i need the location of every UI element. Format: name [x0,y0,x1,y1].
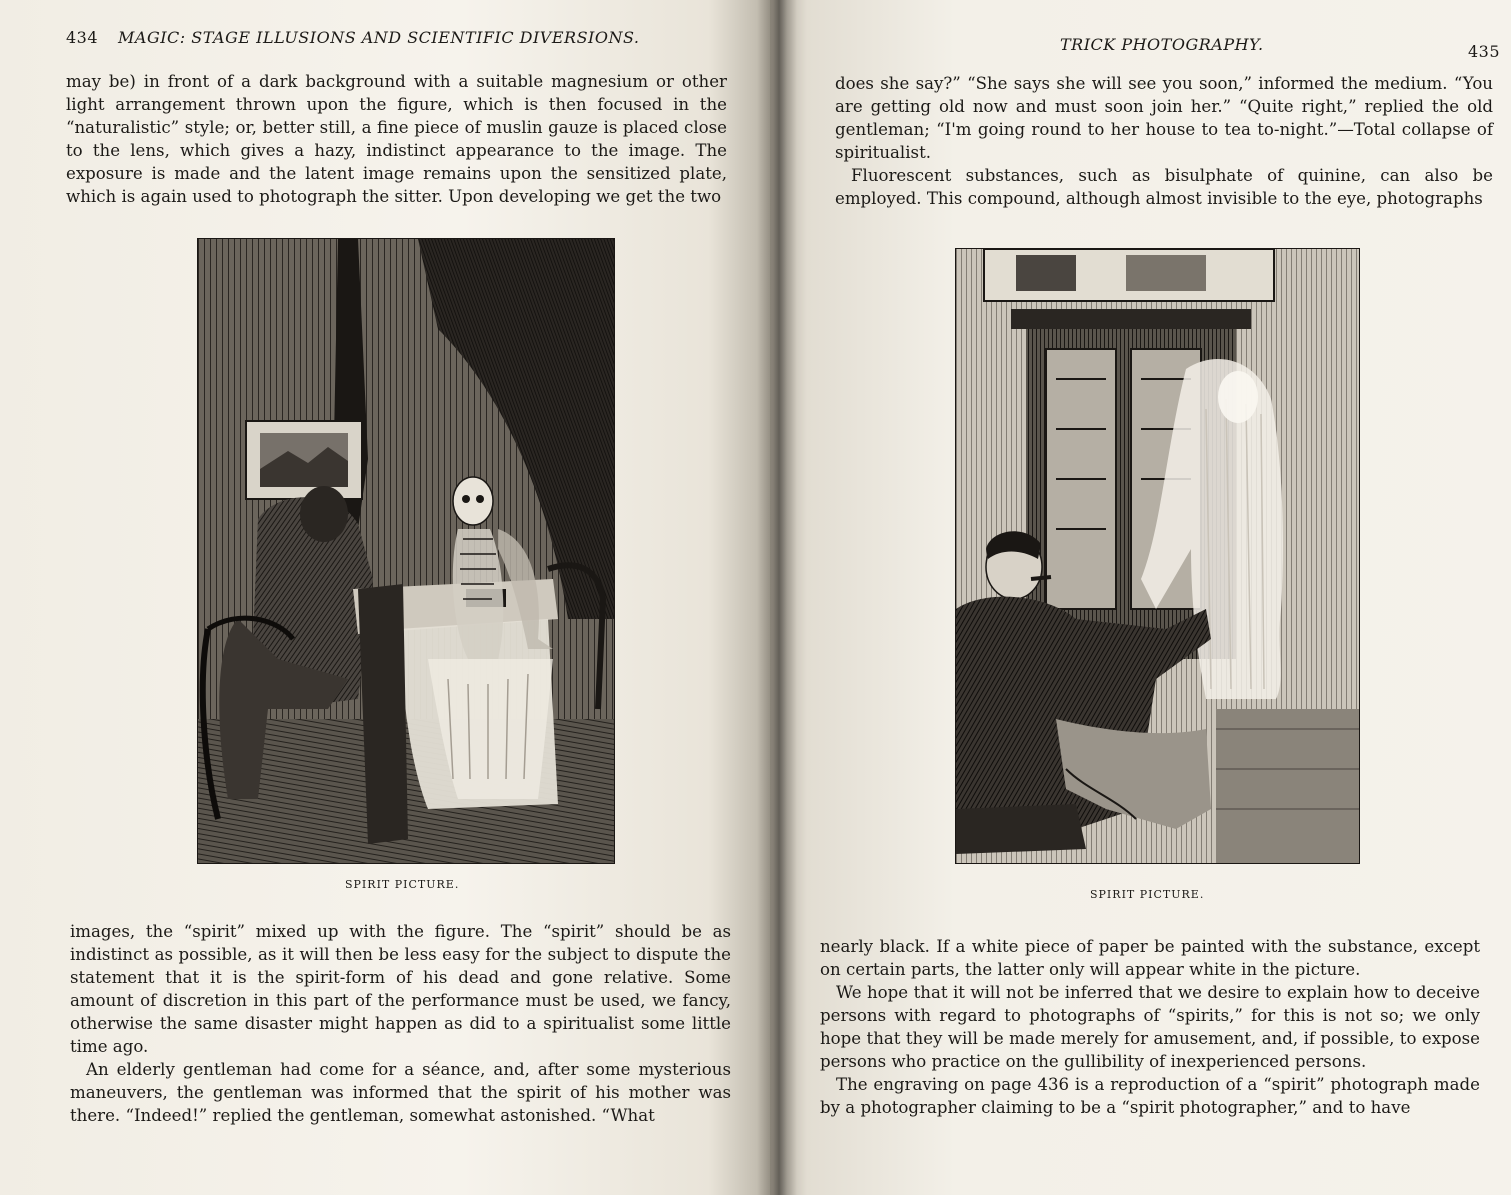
body-text-bottom [70,920,731,1127]
paragraph: We hope that it will not be inferred that we desire to explain how to deceive persons with regard to photographs of “spirits,” for this is not so; we only hope that they will be made merely for amusement, and, if possible, to expose persons who practice on the gullibility of inexperienced persons. [820,983,1480,1071]
paragraph: An elderly gentleman had come for a séance, and, after some mysterious maneuvers, the gentleman was informed that the spirit of his mother was there. “Indeed!” replied the gentleman, somewhat astonished. “What [70,1060,731,1125]
paragraph: The engraving on page 436 is a reproduction of a “spirit” photograph made by a photographer claiming to be a “spirit photographer,” and to have [820,1075,1480,1117]
paragraph: Fluorescent substances, such as bisulphate of quinine, can also be employed. This compound, although almost invisible to the eye, photographs [835,166,1493,208]
body-text-bottom [820,935,1480,1119]
paragraph: does she say?” “She says she will see you soon,” informed the medium. “You are getting old now and must soon join her.” “Quite right,” replied the old gentleman; “I'm going round to her house to tea to-night.”—Total collapse of spiritualist. [835,74,1493,162]
paragraph: images, the “spirit” mixed up with the figure. The “spirit” should be as indistinct as possible, as it will then be less easy for the subject to dispute the statement that it is the spirit-form of his dead and gone relative. Some amount of discretion in this part of the performance must be used, we fancy, otherwise the same disaster might happen as did to a spiritualist some little time ago. [70,922,731,1056]
figure-caption: SPIRIT PICTURE. [345,878,460,891]
running-title: TRICK PHOTOGRAPHY. [1060,35,1264,54]
right-page [770,0,1511,1195]
engraving-skeleton-illustration [198,239,614,863]
paragraph: nearly black. If a white piece of paper be painted with the substance, except on certain parts, the latter only will appear white in the picture. [820,937,1480,979]
paragraph: may be) in front of a dark background with a suitable magnesium or other light arrangement thrown upon the figure, which is then focused in the “naturalistic” style; or, better still, a fine piece of muslin gauze is placed close to the lens, which gives a hazy, indistinct appearance to the image. The exposure is made and the latent image remains upon the sensitized plate, which is again used to photograph the sitter. Upon developing we get the two [66,72,727,206]
running-title: MAGIC: STAGE ILLUSIONS AND SCIENTIFIC DIVERSIONS. [118,28,640,47]
body-text-top [835,72,1493,210]
spirit-picture-illustration [197,238,615,864]
spirit-picture-illustration [955,248,1360,864]
book-gutter [757,0,797,1195]
engraving-ghost-illustration [956,249,1359,863]
page-number: 434 [66,28,99,47]
page-number: 435 [1468,42,1501,61]
figure-caption: SPIRIT PICTURE. [1090,888,1205,901]
body-text-top [66,70,727,208]
